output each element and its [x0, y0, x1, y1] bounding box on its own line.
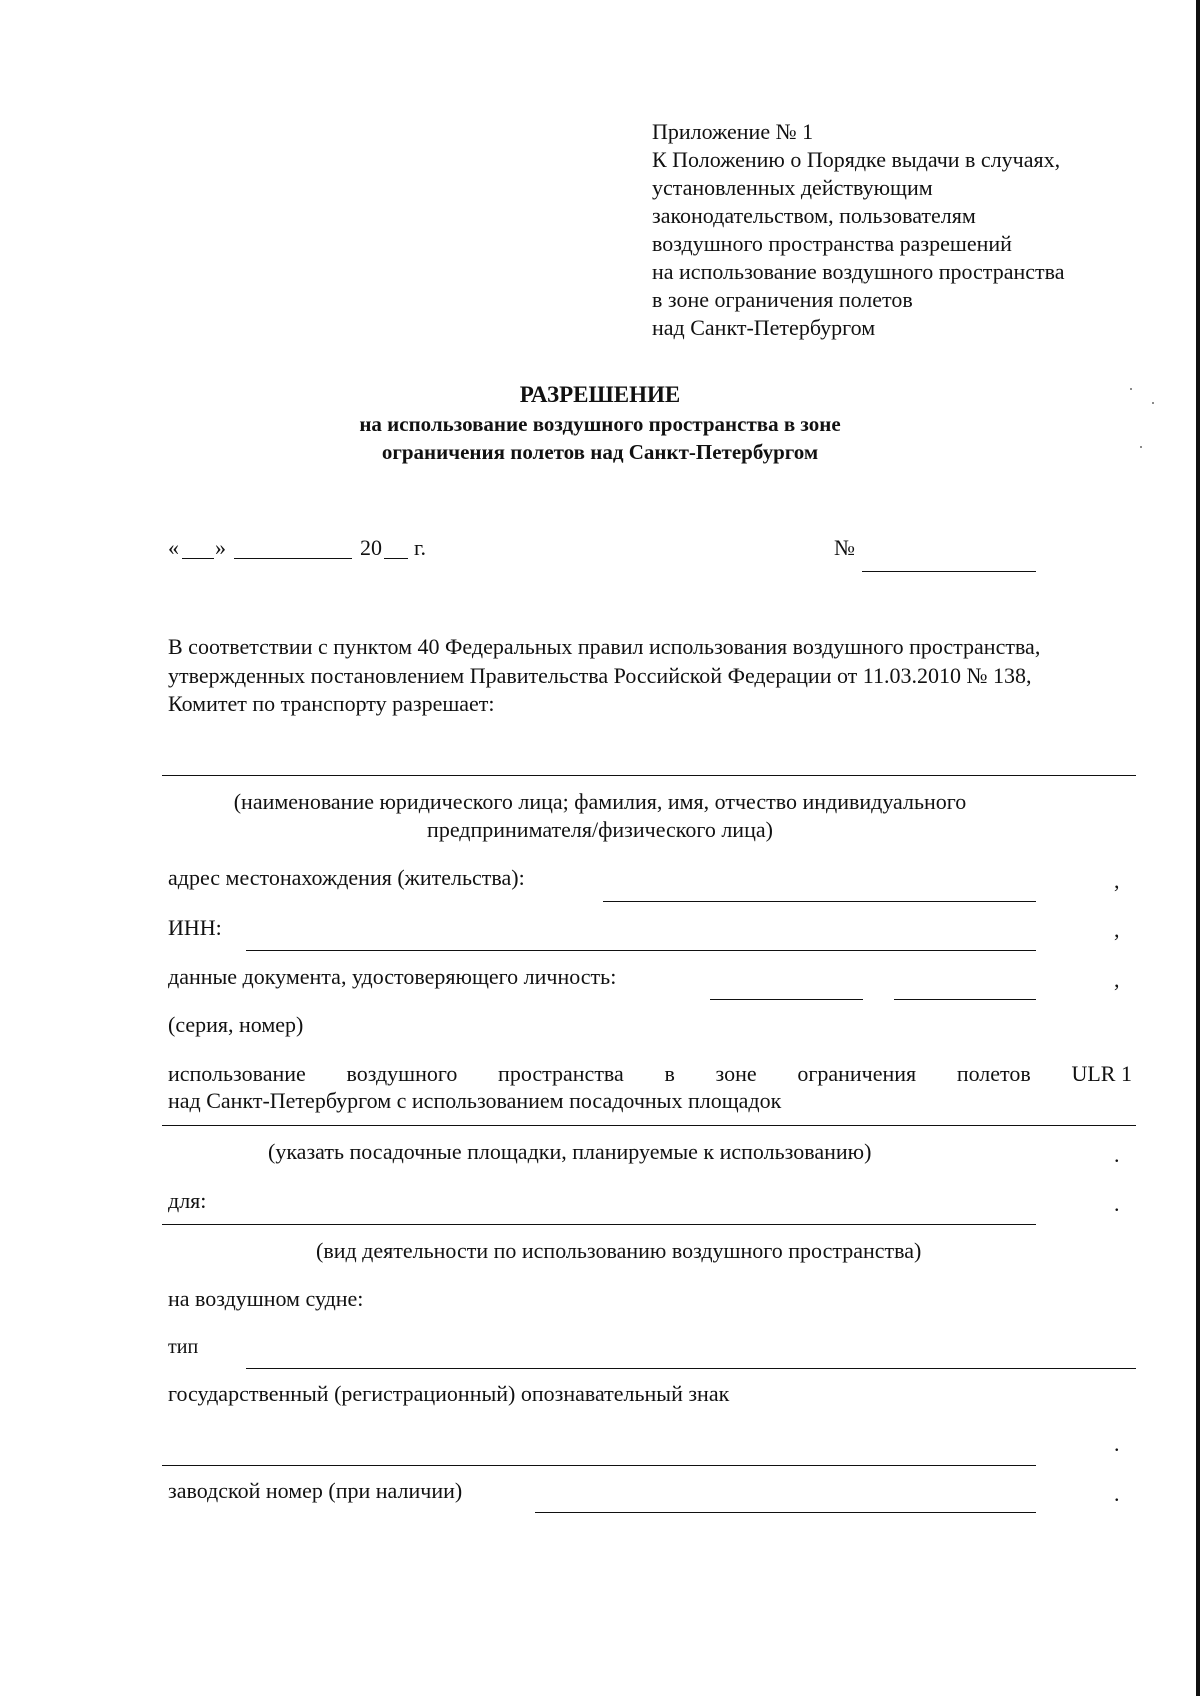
- day-blank[interactable]: [182, 558, 214, 559]
- landing-sites-caption: (указать посадочные площадки, планируемые к использованию): [268, 1139, 872, 1164]
- inn-blank[interactable]: [246, 950, 1036, 951]
- usage-word: ограничения: [797, 1061, 917, 1086]
- aircraft-type-blank[interactable]: [246, 1368, 1136, 1369]
- id-number-blank[interactable]: [894, 999, 1036, 1000]
- registration-mark-blank[interactable]: [162, 1465, 1036, 1466]
- annex-line: законодательством, пользователям: [652, 203, 976, 228]
- intro-line2: утвержденных постановлением Правительства Российской Федерации от 11.03.2010 № 138,: [168, 663, 1032, 688]
- annex-block: [652, 118, 1064, 342]
- date-open-quote: «: [168, 535, 179, 560]
- year-prefix: 20: [360, 535, 382, 560]
- series-number-caption: (серия, номер): [168, 1012, 304, 1037]
- address-comma: ,: [1114, 868, 1120, 893]
- usage-word: воздушного: [346, 1061, 458, 1086]
- date-close-quote: »: [215, 535, 226, 560]
- entity-caption-line1: (наименование юридического лица; фамилия, имя, отчество индивидуального: [233, 789, 967, 814]
- usage-line2: над Санкт-Петербургом с использованием посадочных площадок: [168, 1088, 782, 1113]
- scan-edge: [1196, 0, 1200, 1696]
- scan-speck: [1130, 388, 1132, 390]
- usage-line1: [168, 1060, 1132, 1088]
- registration-mark-label: государственный (регистрационный) опознавательный знак: [168, 1381, 730, 1406]
- serial-number-blank[interactable]: [535, 1512, 1036, 1513]
- sites-period: .: [1114, 1142, 1120, 1167]
- scan-speck: [1152, 402, 1154, 404]
- aircraft-type-label: тип: [168, 1336, 199, 1358]
- address-label: адрес местонахождения (жительства):: [168, 865, 525, 890]
- usage-word: пространства: [498, 1061, 624, 1086]
- landing-sites-blank[interactable]: [162, 1125, 1136, 1126]
- id-document-label: данные документа, удостоверяющего личность:: [168, 964, 617, 989]
- activity-period: .: [1114, 1191, 1120, 1216]
- usage-word: использование: [168, 1061, 306, 1086]
- intro-line1: В соответствии с пунктом 40 Федеральных правил использования воздушного пространства,: [168, 634, 1041, 659]
- inn-label: ИНН:: [168, 915, 222, 940]
- annex-line: воздушного пространства разрешений: [652, 231, 1012, 256]
- usage-word: полетов: [956, 1061, 1031, 1086]
- registration-period: .: [1114, 1431, 1120, 1456]
- annex-line: установленных действующим: [652, 175, 933, 200]
- year-blank[interactable]: [384, 558, 408, 559]
- number-blank[interactable]: [862, 571, 1036, 572]
- number-sign: №: [834, 535, 855, 560]
- month-blank[interactable]: [234, 558, 352, 559]
- document-subtitle-line2: ограничения полетов над Санкт-Петербургом: [381, 440, 819, 464]
- address-blank[interactable]: [603, 901, 1036, 902]
- serial-period: .: [1114, 1481, 1120, 1506]
- annex-line: над Санкт-Петербургом: [652, 315, 876, 340]
- activity-blank[interactable]: [162, 1224, 1036, 1225]
- activity-caption: (вид деятельности по использованию воздушного пространства): [316, 1238, 922, 1263]
- year-suffix: г.: [414, 535, 427, 560]
- for-label: для:: [168, 1188, 207, 1213]
- id-comma: ,: [1114, 967, 1120, 992]
- aircraft-label: на воздушном судне:: [168, 1286, 364, 1311]
- document-subtitle-line1: на использование воздушного пространства в зоне: [359, 412, 841, 436]
- entity-name-blank[interactable]: [162, 775, 1136, 776]
- annex-line: К Положению о Порядке выдачи в случаях,: [652, 147, 1061, 172]
- intro-line3: Комитет по транспорту разрешает:: [168, 691, 495, 716]
- annex-line: Приложение № 1: [652, 119, 814, 144]
- scan-speck: [1140, 446, 1142, 448]
- entity-caption-line2: предпринимателя/физического лица): [427, 817, 773, 842]
- usage-word: зоне: [715, 1061, 757, 1086]
- annex-line: на использование воздушного пространства: [652, 259, 1065, 284]
- usage-word: в: [664, 1061, 675, 1086]
- document-title: РАЗРЕШЕНИЕ: [519, 382, 681, 407]
- usage-word: ULR 1: [1071, 1061, 1132, 1086]
- id-series-blank[interactable]: [710, 999, 863, 1000]
- serial-number-label: заводской номер (при наличии): [168, 1478, 463, 1503]
- inn-comma: ,: [1114, 917, 1120, 942]
- annex-line: в зоне ограничения полетов: [652, 287, 913, 312]
